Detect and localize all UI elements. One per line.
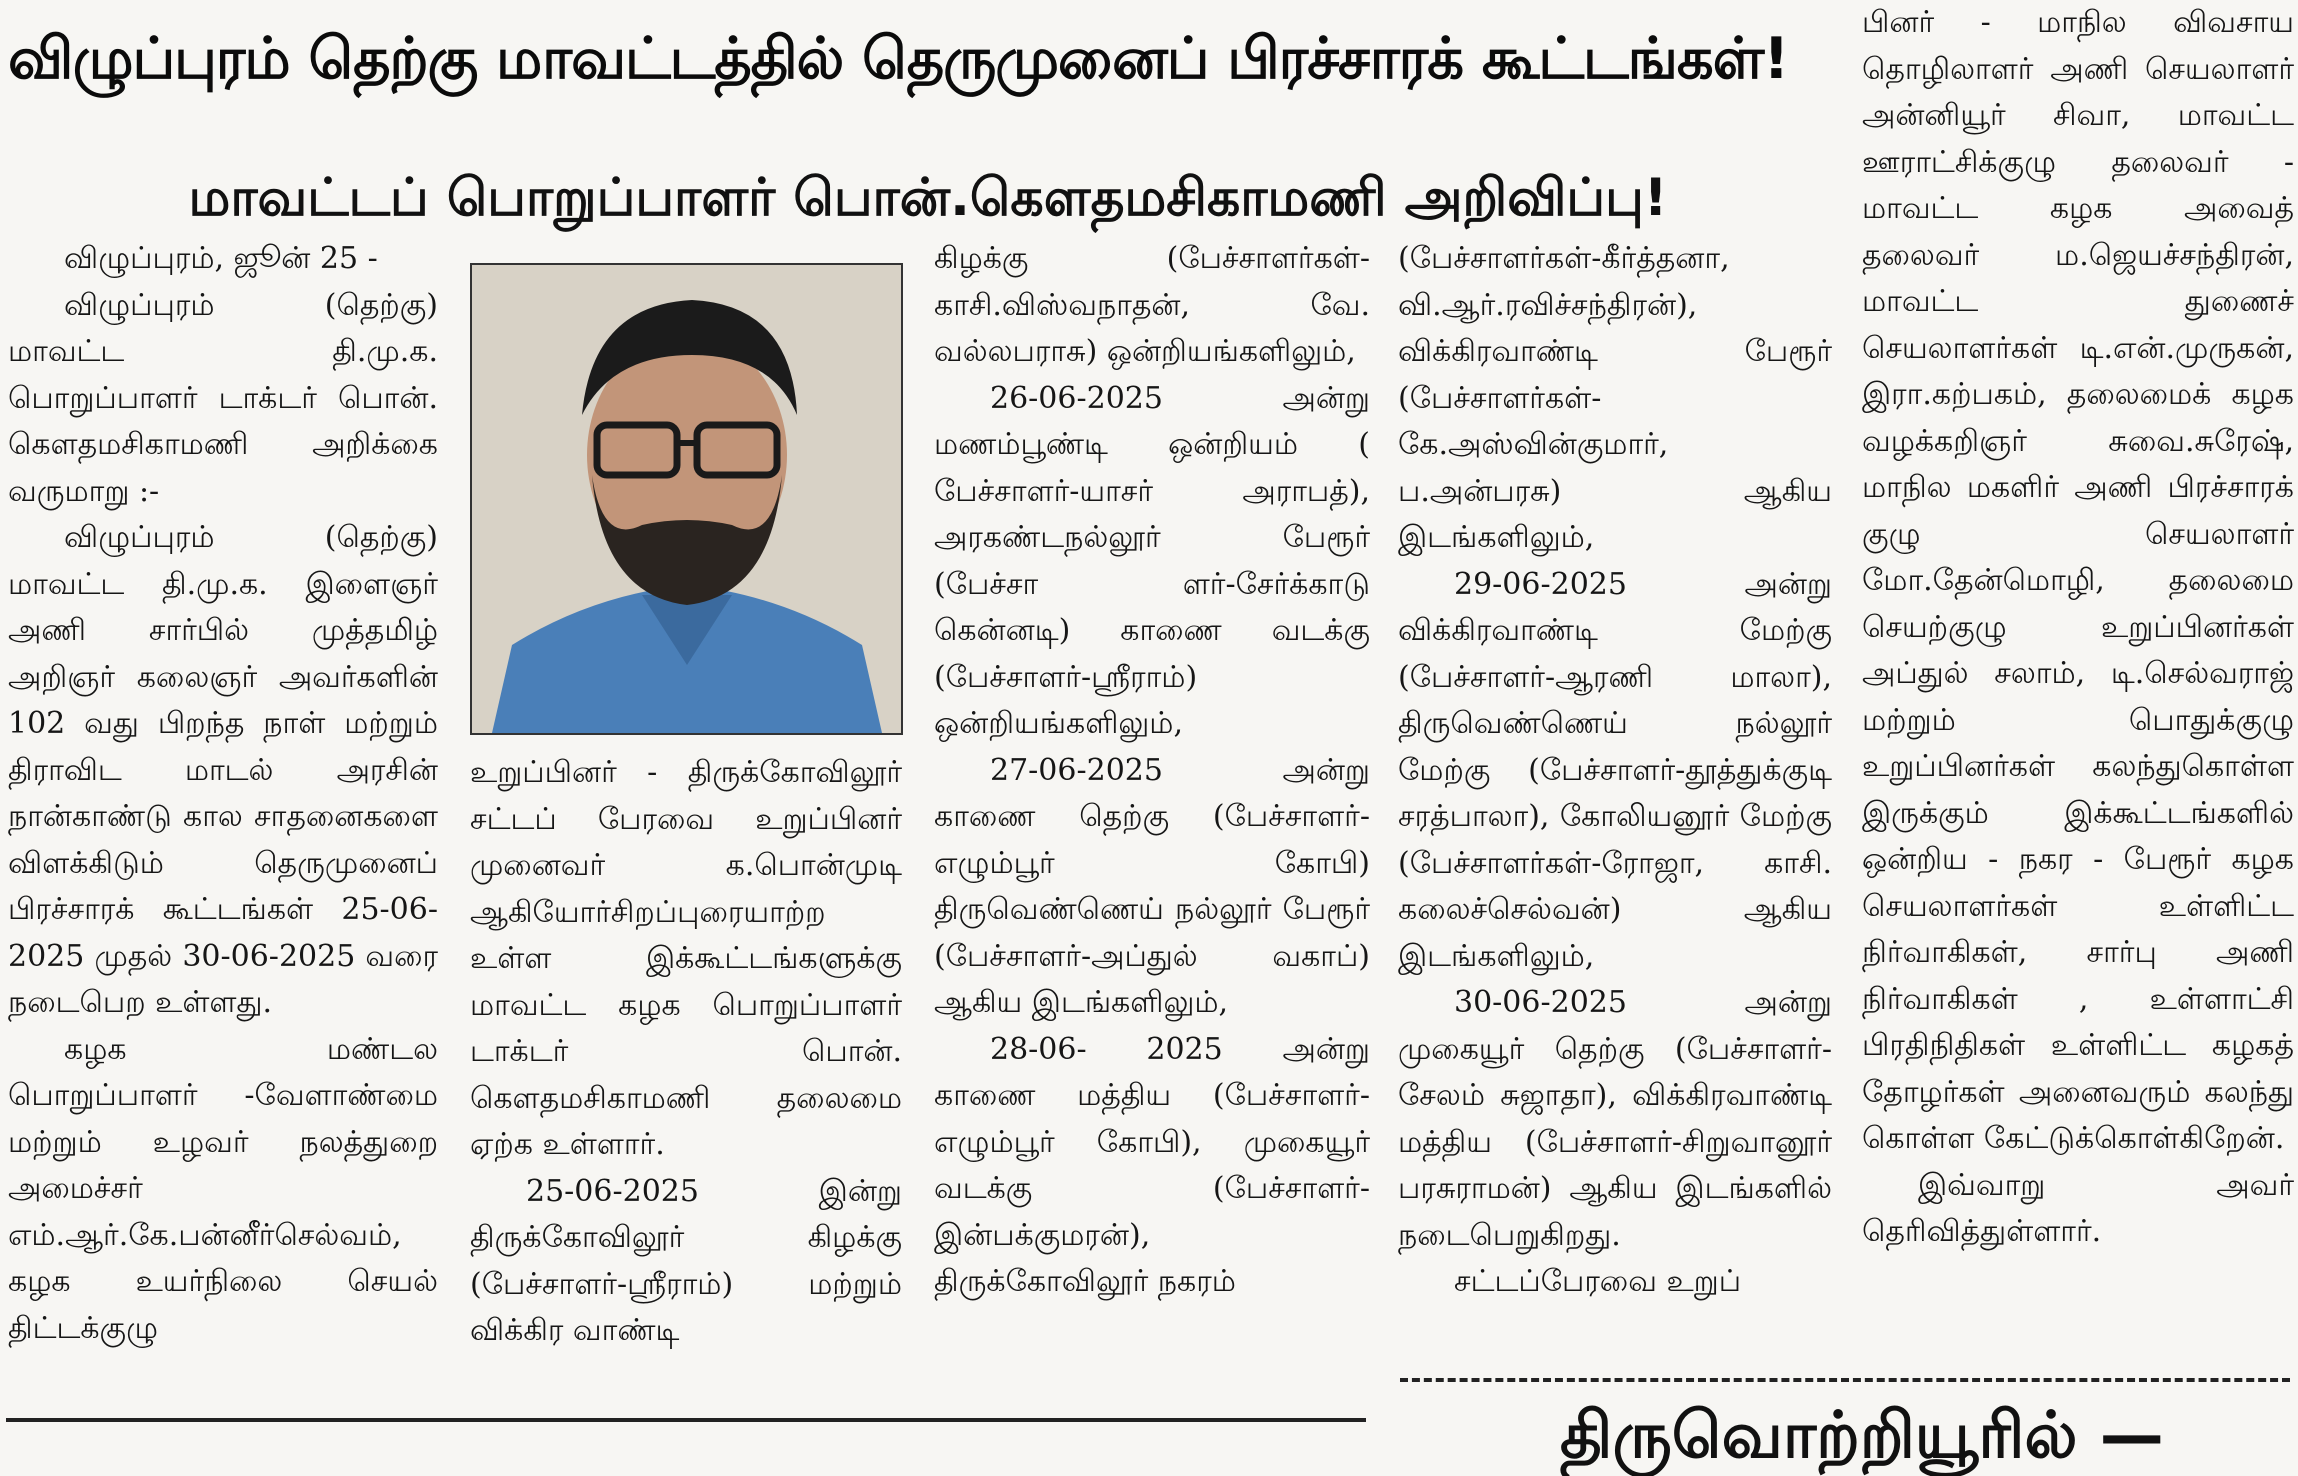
paragraph: 29-06-2025 அன்று விக்கிரவாண்டி மேற்கு (பேச்சாளர்-ஆரணி மாலா), திருவெண்ணெய் நல்லூர் மேற்கு (பேச்சாளர்-தூத்துக்குடி சரத்பாலா), கோலியனூர் மேற்கு (பேச்சாளர்கள்-ரோஜா, காசி. கலைச்செல்வன்) ஆகிய இடங்களிலும்,: [1398, 566, 1832, 974]
headline: விழுப்புரம் தெற்கு மாவட்டத்தில் தெருமுனைப் பிரச்சாரக் கூட்டங்கள்!: [8, 25, 1789, 92]
paragraph: இவ்வாறு அவர் தெரிவித்துள்ளார்.: [1862, 1167, 2294, 1249]
paragraph: 25-06-2025 இன்று திருக்கோவிலூர் கிழக்கு (பேச்சாளர்-ஸ்ரீராம்) மற்றும் விக்கிர வாண்டி: [470, 1173, 902, 1348]
paragraph: விழுப்புரம் (தெற்கு) மாவட்ட தி.மு.க. பொறுப்பாளர் டாக்டர் பொன். கௌதமசிகாமணி அறிக்கை வருமாறு :-: [8, 287, 438, 509]
article-column-4: [1398, 236, 1832, 1396]
dateline: விழுப்புரம், ஜூன் 25 -: [64, 241, 378, 276]
divider: [6, 1418, 1366, 1422]
paragraph: சட்டப்பேரவை உறுப்: [1454, 1264, 1742, 1299]
paragraph: (பேச்சாளர்கள்-கீர்த்தனா, வி.ஆர்.ரவிச்சந்திரன்), விக்கிரவாண்டி பேரூர் (பேச்சாளர்கள்-கே.அஸ்வின்குமார், ப.அன்பரசு) ஆகிய இடங்களிலும்,: [1398, 241, 1832, 555]
paragraph: விழுப்புரம் (தெற்கு) மாவட்ட தி.மு.க. இளைஞர் அணி சார்பில் முத்தமிழ் அறிஞர் கலைஞர் அவர்களின் 102 வது பிறந்த நாள் மற்றும் திராவிட மாடல் அரசின் நான்காண்டு கால சாதனைகளை விளக்கிடும் தெருமுனைப் பிரச்சாரக் கூட்டங்கள் 25-06-2025 முதல் 30-06-2025 வரை நடைபெற உள்ளது.: [8, 520, 438, 1020]
paragraph: கழக மண்டல பொறுப்பாளர் -வேளாண்மை மற்றும் உழவர் நலத்துறை அமைச்சர் எம்.ஆர்.கே.பன்னீர்செல்வம், கழக உயர்நிலை செயல் திட்டக்குழு: [8, 1031, 438, 1346]
paragraph: 26-06-2025 அன்று மணம்பூண்டி ஒன்றியம் ( பேச்சாளர்-யாசர் அராபத்), அரகண்டநல்லூர் பேரூர் (பேச்சா ளர்-சேர்க்காடு கென்னடி) காணை வடக்கு (பேச்சாளர்-ஸ்ரீராம்) ஒன்றியங்களிலும்,: [934, 380, 1370, 741]
paragraph: பினர் - மாநில விவசாய தொழிலாளர் அணி செயலாளர் அன்னியூர் சிவா, மாவட்ட ஊராட்சிக்குழு தலைவர் - மாவட்ட கழக அவைத் தலைவர் ம.ஜெயச்சந்திரன், மாவட்ட துணைச் செயலாளர்கள் டி.என்.முருகன், இரா.கற்பகம், தலைமைக் கழக வழக்கறிஞர் சுவை.சுரேஷ், மாநில மகளிர் அணி பிரச்சாரக் குழு செயலாளர் மோ.தேன்மொழி, தலைமை செயற்குழு உறுப்பினர்கள் அப்துல் சலாம், டி.செல்வராஜ் மற்றும் பொதுக்குழு உறுப்பினர்கள் கலந்துகொள்ள இருக்கும் இக்கூட்டங்களில் ஒன்றிய - நகர - பேரூர் கழக செயலாளர்கள் உள்ளிட்ட நிர்வாகிகள், சார்பு அணி நிர்வாகிகள் , உள்ளாட்சி பிரதிநிதிகள் உள்ளிட்ட கழகத் தோழர்கள் அனைவரும் கலந்து கொள்ள கேட்டுக்கொள்கிறேன்.: [1862, 5, 2294, 1156]
paragraph: 27-06-2025 அன்று காணை தெற்கு (பேச்சாளர்-எழும்பூர் கோபி) திருவெண்ணெய் நல்லூர் பேரூர் (பேச்சாளர்-அப்துல் வகாப்) ஆகிய இடங்களிலும்,: [934, 752, 1370, 1020]
subheadline: மாவட்டப் பொறுப்பாளர் பொன்.கௌதமசிகாமணி அறிவிப்பு!: [188, 168, 1668, 228]
article-column-5: [1862, 0, 2294, 1360]
paragraph: கிழக்கு (பேச்சாளர்கள்-காசி.விஸ்வநாதன், வே. வல்லபராசு) ஒன்றியங்களிலும்,: [934, 241, 1370, 369]
article-column-3: [934, 236, 1370, 1396]
paragraph: 30-06-2025 அன்று முகையூர் தெற்கு (பேச்சாளர்-சேலம் சுஜாதா), விக்கிரவாண்டி மத்திய (பேச்சாளர்-சிறுவானூர் பரசுராமன்) ஆகிய இடங்களில் நடைபெறுகிறது.: [1398, 985, 1832, 1253]
paragraph: உறுப்பினர் - திருக்கோவிலூர் சட்டப் பேரவை உறுப்பினர் முனைவர் க.பொன்முடி ஆகியோர்சிறப்புரையாற்ற உள்ள இக்கூட்டங்களுக்கு மாவட்ட கழக பொறுப்பாளர் டாக்டர் பொன். கௌதமசிகாமணி தலைமை ஏற்க உள்ளார்.: [470, 755, 902, 1162]
next-article-headline: திருவொற்றியூரில் —: [1560, 1399, 2164, 1473]
portrait-photo: [470, 263, 903, 735]
person-illustration: [472, 265, 901, 733]
dashed-divider: [1400, 1378, 2290, 1382]
paragraph: 28-06- 2025 அன்று காணை மத்திய (பேச்சாளர்-எழும்பூர் கோபி), முகையூர் வடக்கு (பேச்சாளர்-இன்பக்குமரன்), திருக்கோவிலூர் நகரம்: [934, 1031, 1370, 1299]
article-column-2: [470, 750, 902, 1400]
article-column-1: [8, 236, 438, 1396]
